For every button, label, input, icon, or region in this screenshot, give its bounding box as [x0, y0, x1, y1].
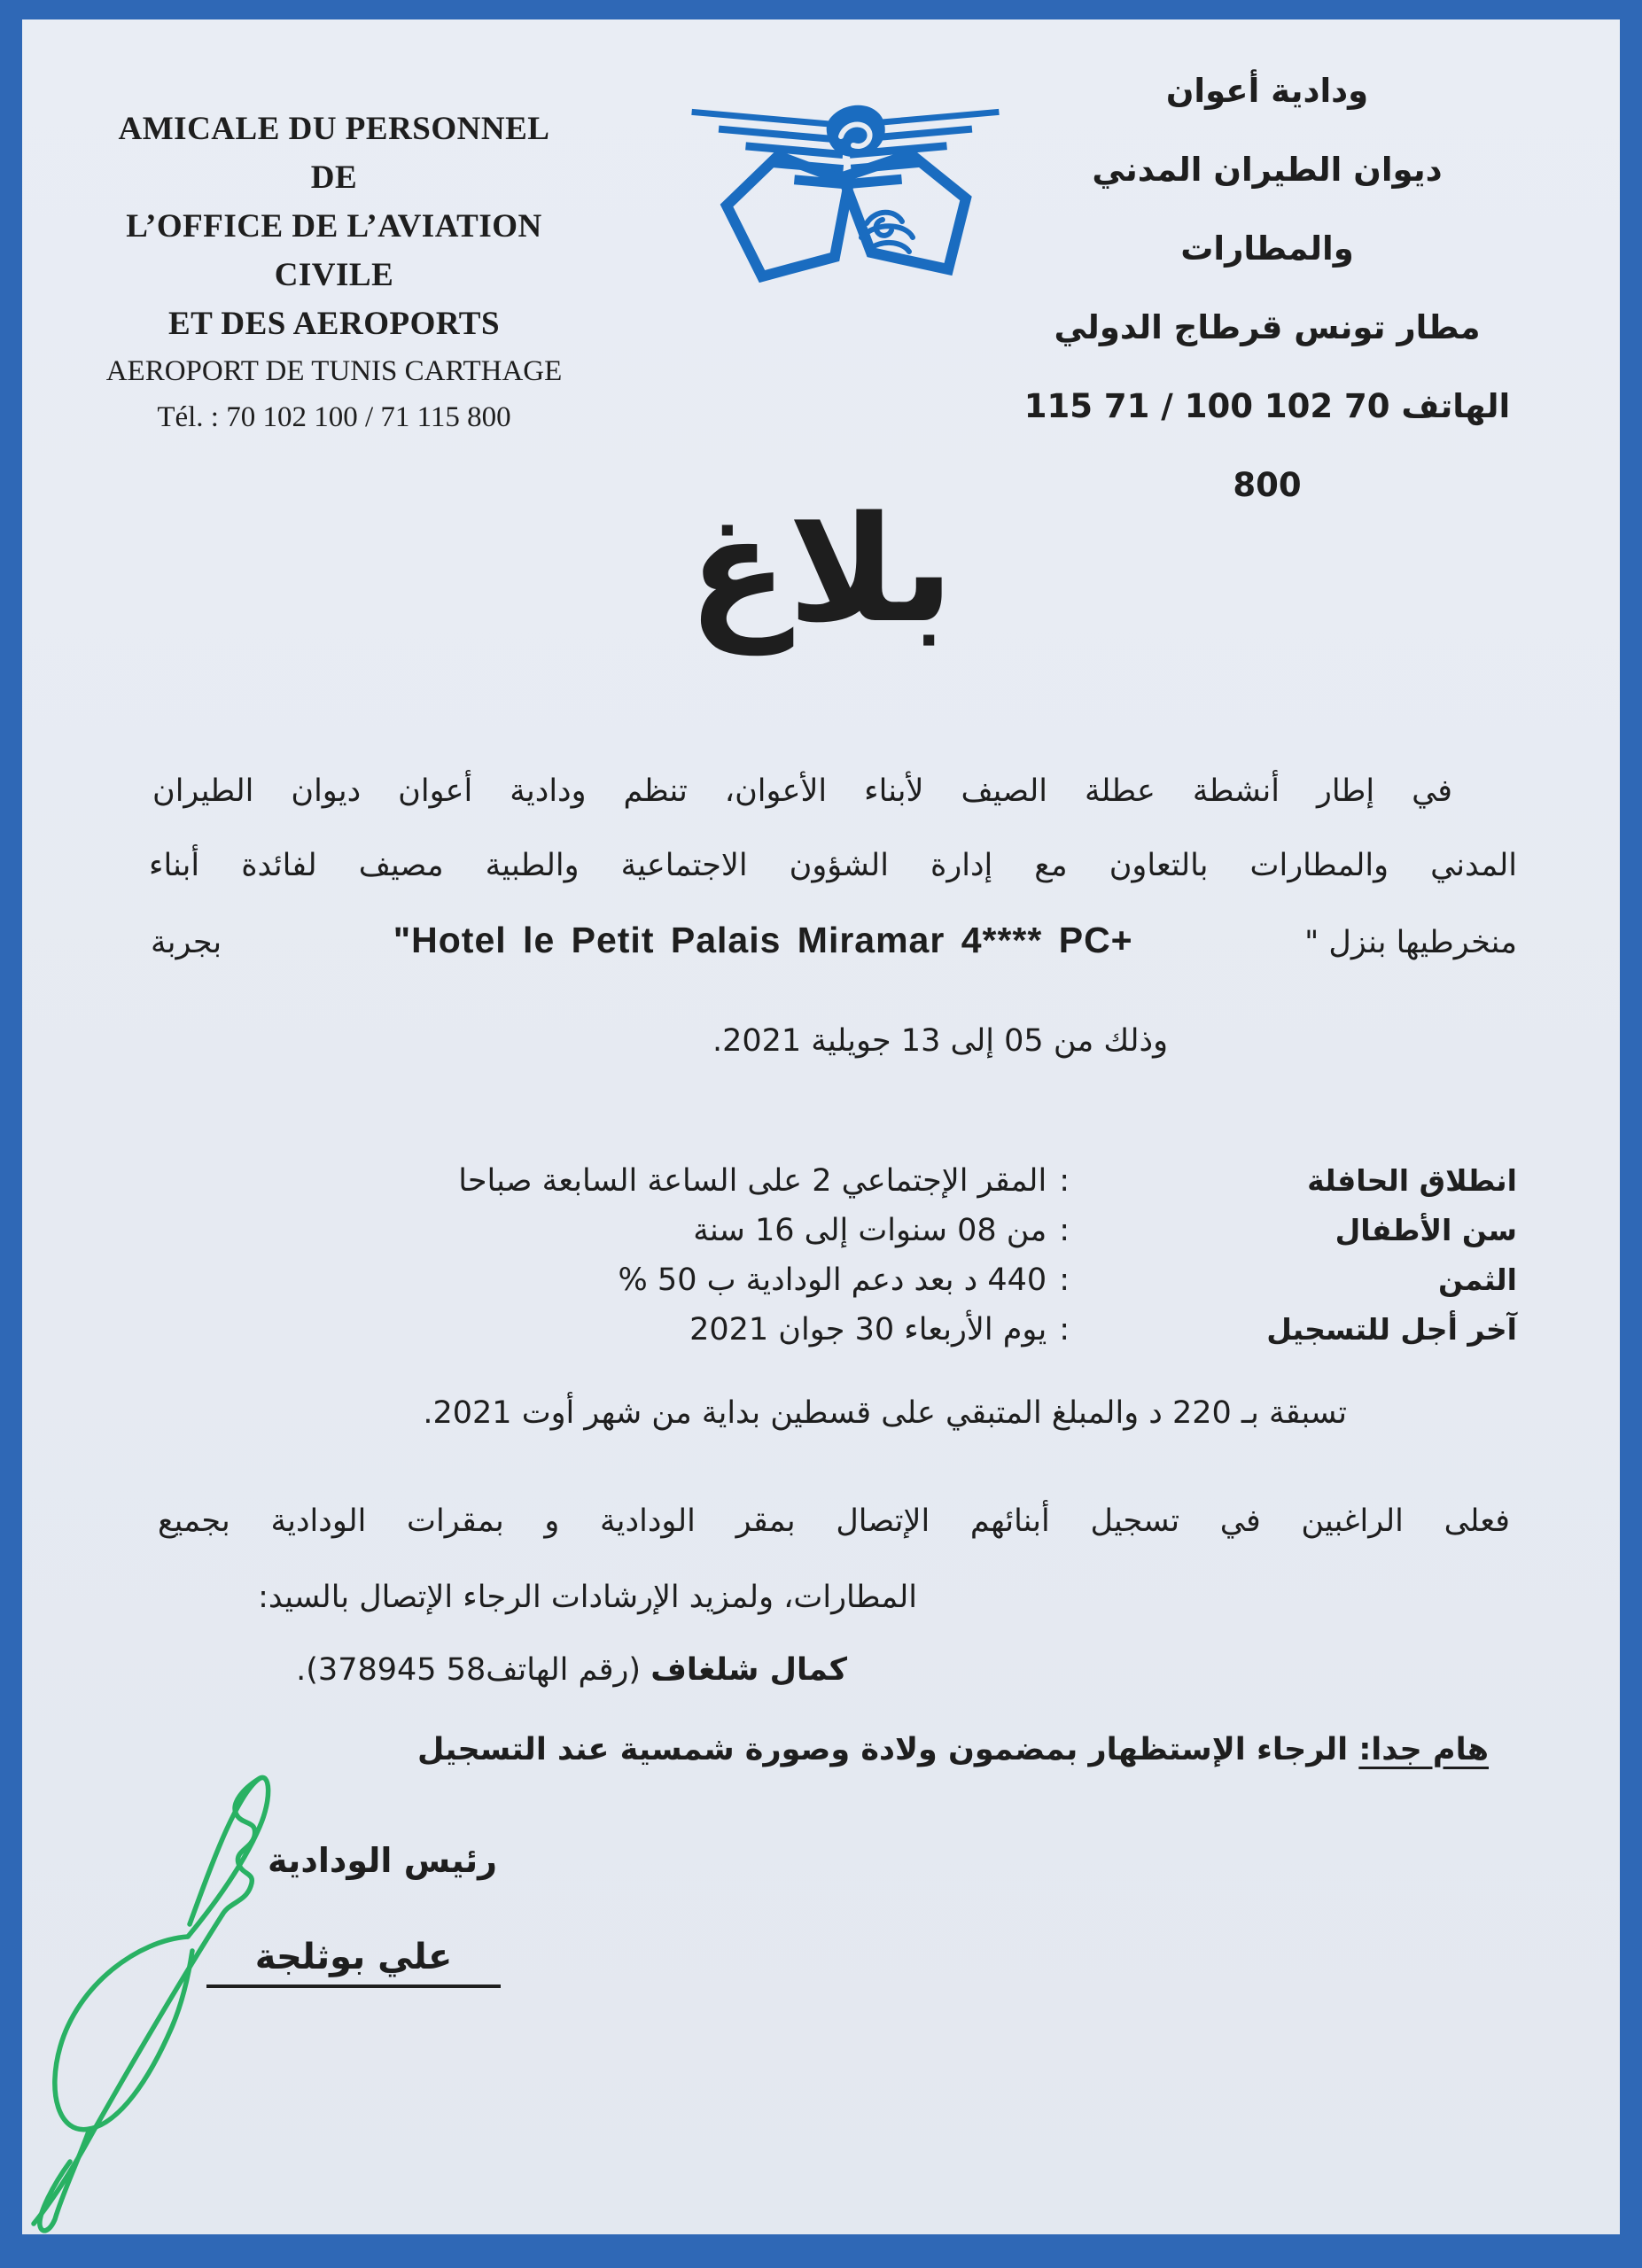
- registration-line2: المطارات، ولمزيد الإرشادات الرجاء الإتصال بالسيد:: [258, 1580, 917, 1615]
- oaca-logo-icon: [684, 99, 1007, 305]
- contact-line: [296, 1646, 847, 1694]
- hotel-line-arabic-start: منخرطيها بنزل ": [1304, 925, 1517, 960]
- org-ar-line-3: مطار تونس قرطاج الدولي: [1054, 308, 1481, 346]
- org-airport-line: AEROPORT DE TUNIS CARTHAGE: [105, 355, 563, 387]
- hotel-line-arabic-end: بجربة: [151, 925, 222, 960]
- contact-name: كمال شلغاف: [650, 1652, 847, 1688]
- paragraph1-line4: وذلك من 05 إلى 13 جويلية 2021.: [712, 1023, 1168, 1059]
- advance-payment-line: تسبقة بـ 220 د والمبلغ المتبقي على قسطين بداية من شهر أوت 2021.: [423, 1395, 1347, 1431]
- org-name-line-1: AMICALE DU PERSONNEL DE: [118, 111, 550, 196]
- detail-label: الثمن: [1438, 1262, 1517, 1297]
- detail-label: انطلاق الحافلة: [1307, 1163, 1517, 1198]
- important-note: [417, 1726, 1489, 1774]
- paragraph1-line2: المدني والمطارات بالتعاون مع إدارة الشؤون الاجتماعية والطبية مصيف لفائدة أبناء: [149, 848, 1517, 883]
- org-block-arabic: [1015, 51, 1520, 524]
- detail-label: سن الأطفال: [1335, 1213, 1517, 1247]
- detail-label: آخر أجل للتسجيل: [1266, 1312, 1517, 1347]
- detail-row-children-age: [693, 1207, 1517, 1254]
- org-name-line-2: L’OFFICE DE L’AVIATION CIVILE: [126, 208, 542, 293]
- signature-name: علي بوثلجة: [206, 1937, 501, 1988]
- paragraph1-line1: في إطار أنشطة عطلة الصيف لأبناء الأعوان، تنظم ودادية أعوان ديوان الطيران: [152, 773, 1452, 809]
- detail-colon: :: [1059, 1312, 1070, 1348]
- org-block-french: [99, 105, 569, 440]
- contact-phone: (رقم الهاتف58 378945).: [296, 1652, 651, 1688]
- detail-row-bus-departure: [458, 1157, 1517, 1205]
- signature-role: رئيس الودادية: [268, 1841, 498, 1880]
- pentagon-links-icon: [727, 154, 966, 276]
- detail-row-price: [619, 1256, 1517, 1304]
- org-name-line-3: ET DES AEROPORTS: [167, 306, 501, 342]
- org-ar-line-1: ودادية أعوان: [1165, 72, 1369, 110]
- org-ar-line-2: ديوان الطيران المدني والمطارات: [1092, 151, 1443, 268]
- detail-colon: :: [1059, 1163, 1070, 1199]
- registration-line1: فعلى الراغبين في تسجيل أبنائهم الإتصال بمقر الودادية و بمقرات الودادية بجميع: [158, 1503, 1510, 1539]
- page-title: بلاغ: [688, 485, 954, 655]
- detail-value: 440 د بعد دعم الودادية ب 50 %: [618, 1262, 1047, 1298]
- paragraph1-line3: [151, 913, 1517, 969]
- detail-value: يوم الأربعاء 30 جوان 2021: [689, 1312, 1047, 1348]
- important-note-text: الرجاء الإستظهار بمضمون ولادة وصورة شمسية عند التسجيل: [417, 1732, 1359, 1767]
- detail-value: من 08 سنوات إلى 16 سنة: [693, 1213, 1047, 1248]
- detail-row-deadline: [689, 1306, 1517, 1354]
- org-phone-line-fr: Tél. : 70 102 100 / 71 115 800: [157, 401, 511, 433]
- important-note-label: هام جدا:: [1358, 1732, 1489, 1767]
- detail-value: المقر الإجتماعي 2 على الساعة السابعة صباحا: [458, 1163, 1047, 1199]
- handwritten-signature: [7, 1761, 313, 2235]
- org-phone-line-ar: الهاتف 70 102 100 / 71 115 800: [1023, 387, 1511, 504]
- hotel-name-latin: "Hotel le Petit Palais Miramar 4**** PC+: [393, 920, 1133, 960]
- detail-colon: :: [1059, 1262, 1070, 1298]
- detail-colon: :: [1059, 1213, 1070, 1248]
